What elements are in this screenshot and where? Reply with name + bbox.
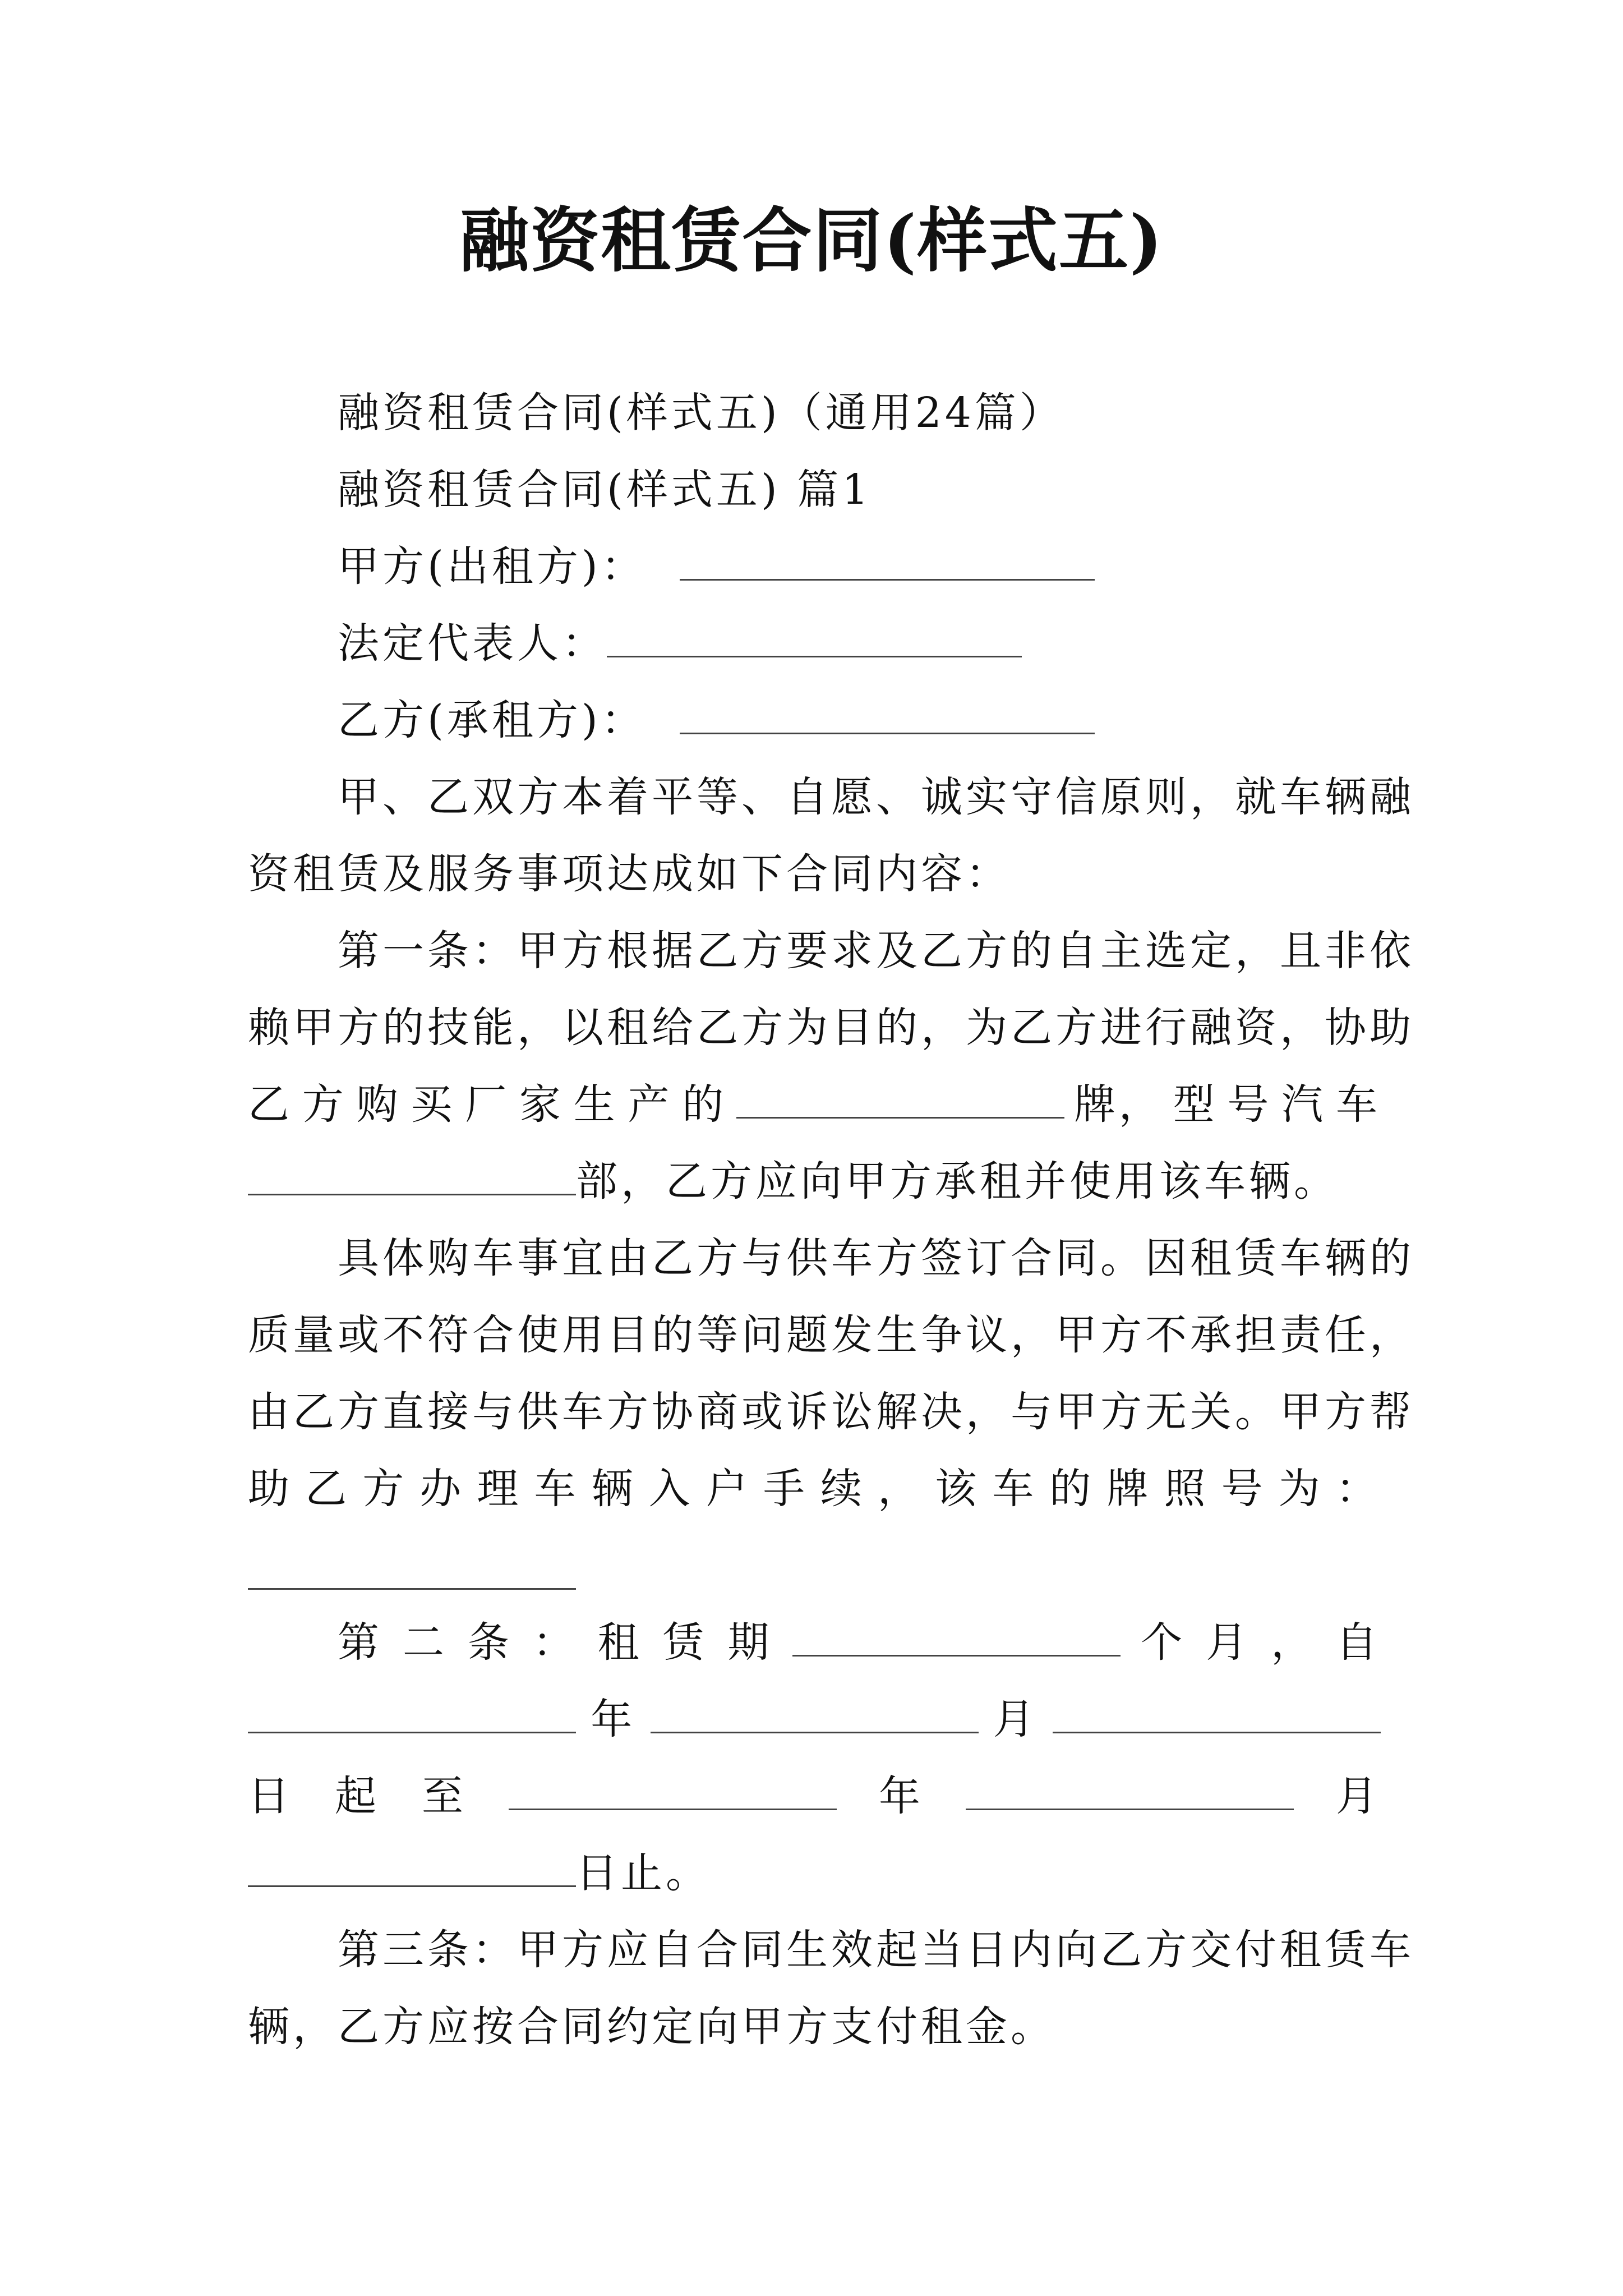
char: ，: [878, 1465, 923, 1513]
para-2-line-2: 质量或不符合使用目的等问题发生争议，甲方不承担责任，: [248, 1311, 1414, 1359]
party-b-blank: [680, 698, 1095, 734]
char: 日: [248, 1772, 293, 1820]
month-text: 月: [993, 1695, 1038, 1743]
char: 家: [519, 1080, 564, 1129]
char: 租: [597, 1618, 643, 1667]
char: 生: [573, 1080, 619, 1129]
char: ：: [1335, 1465, 1381, 1513]
char: 入: [648, 1465, 694, 1513]
char: 二: [402, 1618, 448, 1667]
intro-line-2: 资租赁及服务事项达成如下合同内容：: [248, 850, 1011, 898]
char: 产: [628, 1080, 673, 1129]
party-a-label: 甲方(出租方)：: [338, 542, 646, 591]
brand-text: 牌，: [1073, 1080, 1164, 1129]
char: 续: [820, 1465, 865, 1513]
char: ：: [532, 1618, 578, 1667]
char: 月: [1206, 1618, 1251, 1667]
article-2-line-1: [338, 1614, 1381, 1671]
model-blank: [248, 1159, 576, 1195]
char: 车: [534, 1465, 579, 1513]
char: 乙: [305, 1465, 351, 1513]
end-month-blank: [966, 1774, 1294, 1810]
article-2-line-2: [248, 1691, 1381, 1747]
party-b-line: [338, 692, 1095, 748]
char: 牌: [1106, 1465, 1152, 1513]
year-text: 年: [591, 1695, 636, 1743]
char: 方: [302, 1080, 347, 1129]
char: 的: [1049, 1465, 1095, 1513]
char: 辆: [591, 1465, 637, 1513]
manufacturer-blank: [736, 1082, 1064, 1119]
char: 期: [727, 1618, 773, 1667]
char: 办: [419, 1465, 465, 1513]
char: 手: [763, 1465, 808, 1513]
end-year-blank: [509, 1774, 837, 1810]
article-1-line-1: 第一条：甲方根据乙方要求及乙方的自主选定，且非依: [338, 927, 1414, 975]
char: 乙: [248, 1080, 293, 1129]
article-2-line-3: [248, 1768, 1381, 1824]
month-text: 月: [1336, 1772, 1381, 1820]
start-year-blank: [248, 1697, 576, 1733]
article-2-end-text: 日止。: [576, 1849, 711, 1897]
subtitle: 融资租赁合同(样式五)（通用24篇）: [338, 389, 1064, 437]
article-2-line-4: [248, 1845, 711, 1901]
char: 照: [1164, 1465, 1209, 1513]
article-1-line-3: [248, 1076, 1381, 1133]
char: 车: [992, 1465, 1038, 1513]
char: 第: [338, 1618, 382, 1667]
party-b-label: 乙方(承租方)：: [338, 696, 646, 744]
article-1-line-2: 赖甲方的技能，以租给乙方为目的，为乙方进行融资，协助: [248, 1004, 1414, 1052]
char: 自: [1335, 1618, 1381, 1667]
para-2-line-4: [248, 1461, 1381, 1517]
char: 厂: [465, 1080, 510, 1129]
section-heading: 融资租赁合同(样式五) 篇1: [338, 466, 872, 514]
char: 助: [248, 1465, 293, 1513]
para-2-line-3: 由乙方直接与供车方协商或诉讼解决，与甲方无关。甲方帮: [248, 1388, 1414, 1436]
start-month-blank: [651, 1697, 979, 1733]
char: ，: [1271, 1618, 1316, 1667]
char: 汽: [1281, 1080, 1327, 1129]
article-1-line-4-text: 部，乙方应向甲方承租并使用该车辆。: [576, 1157, 1339, 1205]
char: 户: [706, 1465, 751, 1513]
party-a-line: [338, 539, 1095, 595]
document-title: 融资租赁合同(样式五): [459, 200, 1164, 282]
party-a-blank: [680, 544, 1095, 581]
char: 该: [935, 1465, 980, 1513]
char: 理: [477, 1465, 522, 1513]
char: 买: [411, 1080, 456, 1129]
year-text: 年: [879, 1772, 924, 1820]
char: 的: [682, 1080, 727, 1129]
legal-rep-blank: [607, 621, 1022, 657]
lease-term-blank: [792, 1620, 1121, 1657]
char: 车: [1335, 1080, 1381, 1129]
plate-number-blank: [248, 1587, 576, 1590]
char: 型: [1173, 1080, 1218, 1129]
intro-line-1: 甲、乙双方本着平等、自愿、诚实守信原则，就车辆融: [338, 773, 1414, 821]
char: 为: [1278, 1465, 1324, 1513]
char: 个: [1141, 1618, 1186, 1667]
legal-rep-line: [338, 615, 1022, 671]
char: 购: [356, 1080, 402, 1129]
char: 号: [1221, 1465, 1266, 1513]
end-day-blank: [248, 1851, 576, 1887]
article-3-line-2: 辆，乙方应按合同约定向甲方支付租金。: [248, 2003, 1055, 2051]
char: 条: [467, 1618, 513, 1667]
char: 号: [1227, 1080, 1272, 1129]
char: 至: [422, 1772, 467, 1820]
start-day-blank: [1053, 1697, 1381, 1733]
article-3-line-1: 第三条：甲方应自合同生效起当日内向乙方交付租赁车: [338, 1926, 1414, 1974]
char: 起: [335, 1772, 380, 1820]
char: 赁: [662, 1618, 708, 1667]
legal-rep-label: 法定代表人：: [338, 619, 607, 668]
char: 方: [362, 1465, 408, 1513]
article-1-line-4: [248, 1153, 1339, 1209]
para-2-line-1: 具体购车事宜由乙方与供车方签订合同。因租赁车辆的: [338, 1234, 1414, 1282]
